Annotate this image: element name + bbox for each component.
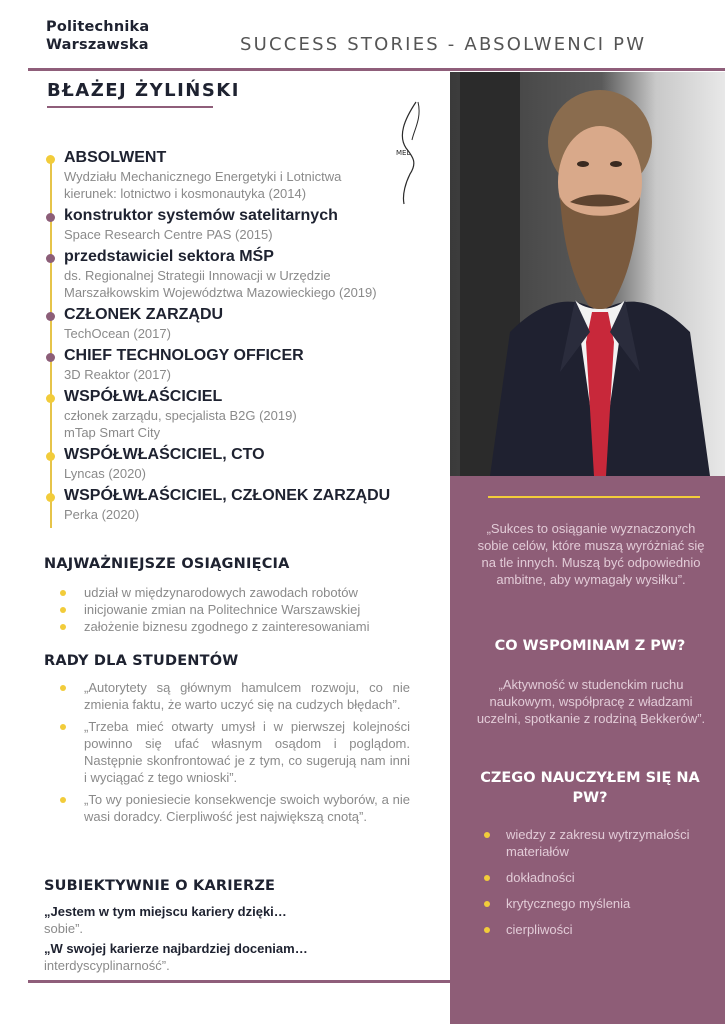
subjective-answer-2-text: interdyscyplinarność”.	[44, 958, 170, 973]
bullet-dot-icon	[484, 901, 490, 907]
achievements-heading: NAJWAŻNIEJSZE OSIĄGNIĘCIA	[44, 556, 290, 572]
timeline-dot-icon	[46, 312, 55, 321]
timeline-item-detail: ds. Regionalnej Strategii Innowacji w Urzędzie	[64, 268, 331, 283]
timeline-item	[44, 206, 444, 243]
learned-list	[484, 826, 704, 947]
logo	[46, 18, 149, 54]
bullet-dot-icon	[60, 685, 66, 691]
timeline-item-detail: Space Research Centre PAS (2015)	[64, 227, 273, 242]
timeline-item	[44, 247, 444, 301]
timeline-item-title: WSPÓŁWŁAŚCICIEL, CTO	[64, 446, 265, 463]
subjective-answer-1	[44, 903, 424, 937]
bullet-dot-icon	[60, 590, 66, 596]
learned-item	[484, 826, 704, 860]
bottom-divider	[28, 980, 450, 983]
signature-text: MEL	[396, 149, 411, 157]
person-name: BŁAŻEJ ŻYLIŃSKI	[47, 80, 240, 101]
advice-heading: RADY DLA STUDENTÓW	[44, 653, 239, 669]
subjective-heading: SUBIEKTYWNIE O KARIERZE	[44, 878, 276, 894]
bullet-dot-icon	[60, 724, 66, 730]
bullet-dot-icon	[484, 875, 490, 881]
career-timeline	[44, 148, 444, 527]
timeline-dot-icon	[46, 254, 55, 263]
learned-item-text: cierpliwości	[506, 922, 573, 937]
achievement-item-text: udział w międzynarodowych zawodach robotów	[84, 585, 358, 600]
logo-line-1: Politechnika	[46, 19, 150, 35]
timeline-dot-icon	[46, 394, 55, 403]
timeline-item-detail: Wydziału Mechanicznego Energetyki i Lotnictwa	[64, 169, 342, 184]
advice-item	[60, 679, 410, 713]
timeline-item	[44, 346, 444, 383]
timeline-item-detail: 3D Reaktor (2017)	[64, 367, 171, 382]
timeline-item	[44, 387, 444, 441]
bullet-dot-icon	[484, 832, 490, 838]
advice-item	[60, 791, 410, 825]
timeline-item-detail: kierunek: lotnictwo i kosmonautyka (2014)	[64, 186, 307, 201]
timeline-dot-icon	[46, 452, 55, 461]
success-quote: „Sukces to osiąganie wyznaczonych sobie celów, które muszą wyróżniać się na tle innych. Muszą być odpowiednio ambitne, aby wymagały wysiłku”.	[477, 521, 705, 587]
logo-line-2: Warszawska	[46, 37, 149, 53]
timeline-dot-icon	[46, 155, 55, 164]
page-title: SUCCESS STORIES - ABSOLWENCI PW	[240, 34, 647, 55]
achievements-list	[60, 584, 410, 635]
learned-item	[484, 869, 704, 886]
timeline-item-title: ABSOLWENT	[64, 149, 167, 166]
timeline-item-detail: Perka (2020)	[64, 507, 140, 522]
timeline-item	[44, 305, 444, 342]
bullet-dot-icon	[484, 927, 490, 933]
bullet-dot-icon	[60, 624, 66, 630]
timeline-item-detail: mTap Smart City	[64, 425, 161, 440]
portrait-photo	[450, 72, 725, 476]
timeline-item-detail: członek zarządu, specjalista B2G (2019)	[64, 408, 297, 423]
timeline-item-detail: Lyncas (2020)	[64, 466, 146, 481]
top-divider	[28, 68, 725, 71]
timeline-item-title: WSPÓŁWŁAŚCICIEL	[64, 388, 223, 405]
learned-item	[484, 921, 704, 938]
timeline-dot-icon	[46, 493, 55, 502]
subjective-answer-2	[44, 940, 424, 974]
learned-item-text: krytycznego myślenia	[506, 896, 631, 911]
bullet-dot-icon	[60, 797, 66, 803]
name-underline	[47, 106, 213, 108]
achievement-item	[60, 601, 410, 618]
learned-item-text: wiedzy z zakresu wytrzymałości materiałów	[506, 827, 690, 859]
timeline-item-detail: TechOcean (2017)	[64, 326, 171, 341]
subjective-answer-1-text: sobie”.	[44, 921, 84, 936]
learned-heading: CZEGO NAUCZYŁEM SIĘ NA PW?	[480, 770, 700, 806]
learned-item	[484, 895, 704, 912]
subjective-question-2: „W swojej karierze najbardziej doceniam…	[44, 941, 308, 956]
advice-item-text: „Autorytety są głównym hamulcem rozwoju, co nie zmienia faktu, że warto uczyć się na cudzych błędach”.	[84, 680, 410, 712]
timeline-item-title: przedstawiciel sektora MŚP	[64, 248, 274, 265]
achievement-item-text: inicjowanie zmian na Politechnice Warszawskiej	[84, 602, 361, 617]
advice-item	[60, 718, 410, 786]
timeline-item-title: konstruktor systemów satelitarnych	[64, 207, 338, 224]
timeline-item	[44, 148, 444, 202]
timeline-item-detail: Marszałkowskim Województwa Mazowieckiego (2019)	[64, 285, 377, 300]
sidebar-panel	[450, 476, 725, 1024]
timeline-item	[44, 445, 444, 482]
subjective-question-1: „Jestem w tym miejscu kariery dzięki…	[44, 904, 287, 919]
memories-heading: CO WSPOMINAM Z PW?	[494, 638, 686, 654]
bullet-dot-icon	[60, 607, 66, 613]
timeline-dot-icon	[46, 213, 55, 222]
memories-text: „Aktywność w studenckim ruchu naukowym, współpracę z władzami uczelni, spotkanie z rodziną Bekkerów”.	[476, 677, 706, 726]
timeline-dot-icon	[46, 353, 55, 362]
timeline-item-title: CHIEF TECHNOLOGY OFFICER	[64, 347, 304, 364]
timeline-item-title: WSPÓŁWŁAŚCICIEL, CZŁONEK ZARZĄDU	[64, 487, 391, 504]
timeline-item	[44, 486, 444, 523]
advice-list	[60, 679, 410, 830]
achievement-item	[60, 584, 410, 601]
sidebar-divider	[488, 496, 700, 498]
achievement-item	[60, 618, 410, 635]
learned-item-text: dokładności	[506, 870, 575, 885]
achievement-item-text: założenie biznesu zgodnego z zainteresowaniami	[84, 619, 370, 634]
advice-item-text: „Trzeba mieć otwarty umysł i w pierwszej kolejności powinno się ufać własnym osądom i poglądom. Następnie skonfrontować je z tym, co sugerują nam inni i wyciągać z tego wnioski”.	[84, 719, 410, 785]
timeline-item-title: CZŁONEK ZARZĄDU	[64, 306, 224, 323]
advice-item-text: „To wy poniesiecie konsekwencje swoich wyborów, a nie wasi doradcy. Cierpliwość jest największą cnotą”.	[84, 792, 410, 824]
